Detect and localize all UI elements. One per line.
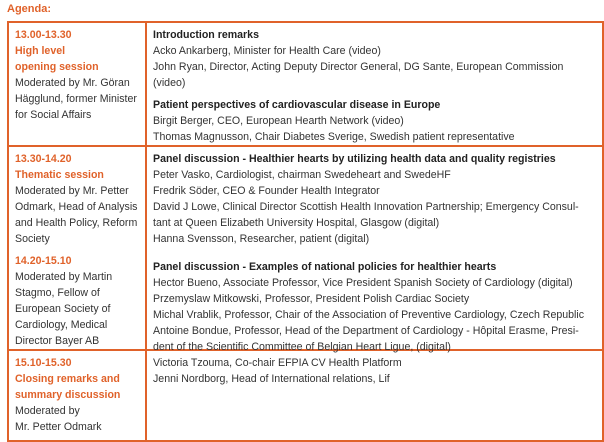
agenda-block [153, 259, 602, 355]
speaker-line: (video) [153, 77, 186, 89]
block-title: Panel discussion - Healthier hearts by utilizing health data and quality registries [153, 153, 556, 165]
session-title: summary discussion [15, 389, 121, 401]
session-moderator: Odmark, Head of Analysis [15, 201, 138, 213]
agenda-block [153, 355, 602, 387]
session-info [9, 147, 147, 349]
session-time: 15.10-15.30 [15, 357, 72, 369]
session-time: 13.00-13.30 [15, 29, 72, 41]
session-content [147, 351, 602, 440]
session-moderator: Moderated by Martin [15, 271, 113, 283]
session-moderator: Mr. Petter Odmark [15, 421, 102, 433]
speaker-line: Jenni Nordborg, Head of International relations, Lif [153, 373, 390, 385]
session-info [9, 351, 147, 440]
session-moderator: Stagmo, Fellow of [15, 287, 100, 299]
session-title: High level [15, 45, 66, 57]
speaker-line: Michal Vrablik, Professor, Chair of the Association of Preventive Cardiology, Czech Republic [153, 309, 585, 321]
speaker-line: Hector Bueno, Associate Professor, Vice President Spanish Society of Cardiology (digital) [153, 277, 573, 289]
session-title: Closing remarks and [15, 373, 120, 385]
speaker-line: Fredrik Söder, CEO & Founder Health Integrator [153, 185, 380, 197]
agenda-block [153, 97, 602, 145]
session-content [147, 23, 602, 145]
session-moderator: Cardiology, Medical [15, 319, 108, 331]
agenda-row [9, 351, 602, 440]
speaker-line: Acko Ankarberg, Minister for Health Care (video) [153, 45, 381, 57]
speaker-line: dent of the Scientific Committee of Belgian Heart Ligue, (digital) [153, 341, 451, 353]
agenda-block [153, 27, 602, 91]
speaker-line: Antoine Bondue, Professor, Head of the Department of Cardiology - Hôpital Erasme, Presi- [153, 325, 579, 337]
session-moderator: Moderated by Mr. Petter [15, 185, 129, 197]
block-title: Patient perspectives of cardiovascular disease in Europe [153, 99, 441, 111]
block-title: Panel discussion - Examples of national policies for healthier hearts [153, 261, 497, 273]
speaker-line: tant at Queen Elizabeth University Hospital, Glasgow (digital) [153, 217, 440, 229]
session-moderator: for Social Affairs [15, 109, 92, 121]
agenda-heading: Agenda: [7, 3, 51, 15]
session-moderator: Society [15, 233, 50, 245]
session-content [147, 147, 602, 353]
speaker-line: Przemyslaw Mitkowski, Professor, President Polish Cardiac Society [153, 293, 470, 305]
agenda-row [9, 23, 602, 147]
agenda-table [7, 21, 604, 442]
speaker-line: Thomas Magnusson, Chair Diabetes Sverige, Swedish patient representative [153, 131, 515, 143]
session-time: 14.20-15.10 [15, 255, 72, 267]
agenda-block [153, 151, 602, 247]
session-moderator: Moderated by [15, 405, 80, 417]
session-moderator: Director Bayer AB [15, 335, 100, 347]
speaker-line: Birgit Berger, CEO, European Hearth Network (video) [153, 115, 404, 127]
session-moderator: and Health Policy, Reform [15, 217, 138, 229]
session-title: Thematic session [15, 169, 104, 181]
agenda-row [9, 147, 602, 351]
session-moderator: European Society of [15, 303, 111, 315]
session-time: 13.30-14.20 [15, 153, 72, 165]
speaker-line: David J Lowe, Clinical Director Scottish Health Innovation Partnership; Emergency Consul- [153, 201, 579, 213]
speaker-line: Victoria Tzouma, Co-chair EFPIA CV Health Platform [153, 357, 402, 369]
speaker-line: Peter Vasko, Cardiologist, chairman Swedeheart and SwedeHF [153, 169, 451, 181]
session-title: opening session [15, 61, 99, 73]
block-title: Introduction remarks [153, 29, 259, 41]
speaker-line: Hanna Svensson, Researcher, patient (digital) [153, 233, 370, 245]
session-moderator: Hägglund, former Minister [15, 93, 137, 105]
speaker-line: John Ryan, Director, Acting Deputy Director General, DG Sante, European Commission [153, 61, 564, 73]
session-moderator: Moderated by Mr. Göran [15, 77, 130, 89]
session-info [9, 23, 147, 145]
